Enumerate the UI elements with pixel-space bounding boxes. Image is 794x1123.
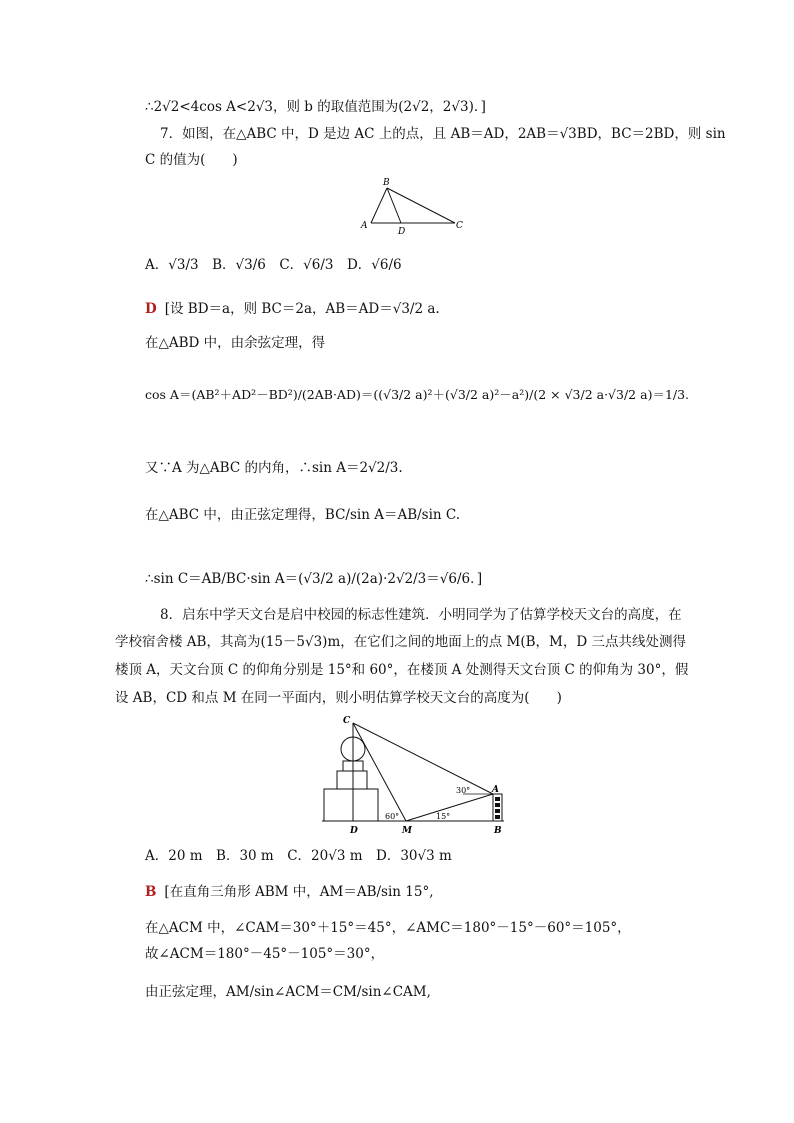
question-8-line-1: 8．启东中学天文台是启中校园的标志性建筑．小明同学为了估算学校天文台的高度，在: [160, 607, 682, 623]
observatory-figure: [318, 713, 508, 838]
label-M2: M: [402, 826, 412, 836]
answer-7-letter: D: [145, 301, 157, 317]
question-8-line-2: 学校宿舍楼 AB，其高为(15－5√3)m，在它们之间的地面上的点 M(B，M，D 三点共线处测得: [115, 634, 686, 650]
label-B2: B: [494, 826, 502, 836]
label-C: C: [456, 221, 463, 231]
answer-7-line-2: 在△ABD 中，由余弦定理，得: [145, 335, 326, 351]
label-D2: D: [350, 826, 358, 836]
label-D: D: [398, 227, 406, 237]
answer-8-line-1: B [在直角三角形 ABM 中，AM＝AB/sin 15°,: [145, 884, 434, 900]
solution-end-line: ∴2√2<4cos A<2√3，则 b 的取值范围为(2√2，2√3)．]: [145, 99, 486, 115]
question-7-line-2: C 的值为( ): [145, 152, 238, 168]
angle-30: 30°: [456, 786, 471, 795]
label-A2: A: [492, 785, 499, 795]
question-8-line-3: 楼顶 A，天文台顶 C 的仰角分别是 15°和 60°，在楼顶 A 处测得天文台顶 C 的仰角为 30°，假: [115, 662, 689, 678]
question-7-line-1: 7．如图，在△ABC 中，D 是边 AC 上的点，且 AB＝AD，2AB＝√3BD，BC＝2BD，则 sin: [160, 126, 726, 142]
question-8-options: A．20 m B．30 m C．20√3 m D．30√3 m: [145, 848, 452, 864]
answer-7-line-4: 又∵A 为△ABC 的内角，∴sin A＝2√2/3.: [145, 460, 403, 476]
text-line: [145, 97, 486, 117]
label-B: B: [383, 178, 390, 188]
answer-7-line-3: cos A＝(AB²＋AD²－BD²)/(2AB·AD)＝((√3/2 a)²＋(√3/2 a)²－a²)/(2 × √3/2 a·√3/2 a)＝1/3.: [145, 387, 690, 402]
answer-8-letter: B: [145, 884, 157, 900]
question-7-options: A．√3/3 B．√3/6 C．√6/3 D．√6/6: [145, 257, 402, 273]
label-A: A: [361, 221, 368, 231]
question-8-line-4: 设 AB，CD 和点 M 在同一平面内，则小明估算学校天文台的高度为( ): [115, 690, 562, 706]
angle-60: 60°: [385, 812, 400, 821]
angle-15: 15°: [436, 812, 451, 821]
answer-7-line-1: D [设 BD＝a，则 BC＝2a，AB＝AD＝√3/2 a.: [145, 301, 440, 317]
answer-8-line-2: 在△ACM 中，∠CAM＝30°＋15°＝45°，∠AMC＝180°－15°－60°＝105°，: [145, 920, 631, 936]
answer-8-line-3: 故∠ACM＝180°－45°－105°＝30°，: [145, 946, 385, 962]
triangle-figure: [355, 175, 475, 237]
label-C2: C: [343, 716, 351, 726]
answer-8-line-4: 由正弦定理，AM/sin∠ACM＝CM/sin∠CAM,: [145, 984, 431, 1000]
answer-7-line-5: 在△ABC 中，由正弦定理得，BC/sin A＝AB/sin C.: [145, 507, 461, 523]
answer-7-line-6: ∴sin C＝AB/BC·sin A＝(√3/2 a)/(2a)·2√2/3＝√6/6．]: [145, 571, 483, 587]
